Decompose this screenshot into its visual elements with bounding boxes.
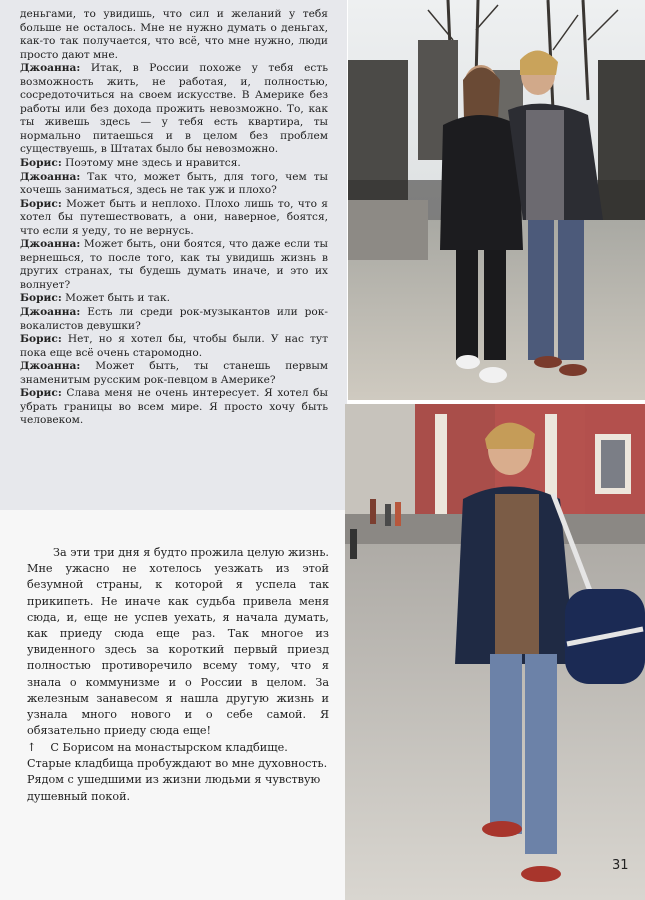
dialogue-line: Джоанна: Так что, может быть, для того, чем ты хочешь заниматься, здесь не так уж и плохо? bbox=[20, 170, 328, 197]
dialogue-line: Борис: Может быть и так. bbox=[20, 292, 170, 305]
dialogue-line: Джоанна: Есть ли среди рок-музыкантов или рок-вокалистов девушки? bbox=[20, 306, 328, 332]
dialogue-line: Борис: Нет, но я хотел бы, чтобы были. У нас тут пока еще всё очень старомодно. bbox=[20, 333, 328, 359]
dialogue-line: деньгами, то увидишь, что сил и желаний у тебя больше не осталось. Мне не нужно думать о деньгах, как-то так получается, что всё, что мне нужно, люди просто дают мне. bbox=[20, 8, 328, 61]
caption-text: С Борисом на монастырском кладбище. Старые кладбища пробуждают во мне духовность. Рядом с ушедшими из жизни людьми я чувствую душевный покой. bbox=[27, 741, 328, 803]
cemetery-photo bbox=[348, 0, 645, 400]
boris-photo bbox=[345, 404, 645, 900]
page-number: 31 bbox=[612, 858, 629, 873]
narrative-text: За эти три дня я будто прожила целую жизнь. Мне ужасно не хотелось уезжать из этой безумной страны, к которой я успела так прикипеть. Не иначе как судьба привела меня сюда, и, еще не успев уехать, я начала думать, как приеду сюда еще раз. Так многое из увиденного здесь за короткий первый приезд полностью противоречило всему тому, что я знала о коммунизме и о России в целом. За железным занавесом я нашла другую жизнь и узнала много нового и о себе самой. Я обязательно приеду сюда еще! bbox=[27, 546, 329, 738]
photo-caption bbox=[27, 740, 329, 805]
dialogue-line: Борис: Может быть и неплохо. Плохо лишь то, что я хотел бы путешествовать, а они, наверное, боятся, что если я уеду, то не вернусь. bbox=[20, 197, 328, 237]
interview-dialogue bbox=[20, 8, 328, 428]
dialogue-line: Борис: Слава меня не очень интересует. Я хотел бы убрать границы во всем мире. Я просто хочу быть человеком. bbox=[20, 387, 328, 427]
arrow-up-icon: ↑ bbox=[27, 741, 37, 754]
dialogue-line: Борис: Поэтому мне здесь и нравится. bbox=[20, 157, 241, 170]
dialogue-line: Джоанна: Может быть, ты станешь первым знаменитым русским рок-певцом в Америке? bbox=[20, 360, 328, 386]
boris-photo-illustration bbox=[345, 404, 645, 900]
dialogue-line: Джоанна: Может быть, они боятся, что даже если ты вернешься, то после того, как ты увидишь жизнь в других странах, ты будешь думать иначе, и это их волнует? bbox=[20, 238, 328, 291]
cemetery-photo-illustration bbox=[348, 0, 645, 400]
dialogue-line: Джоанна: Итак, в России похоже у тебя есть возможность жить, не работая, и, полностью, сосредоточиться на своем искусстве. В Америке без работы или без дохода прожить невозможно. То, как ты живешь здесь — у тебя есть квартира, ты нормально питаешься и в целом без проблем существуешь, в Штатах было бы невозможно. bbox=[20, 62, 328, 156]
narrative-paragraph bbox=[27, 545, 329, 739]
